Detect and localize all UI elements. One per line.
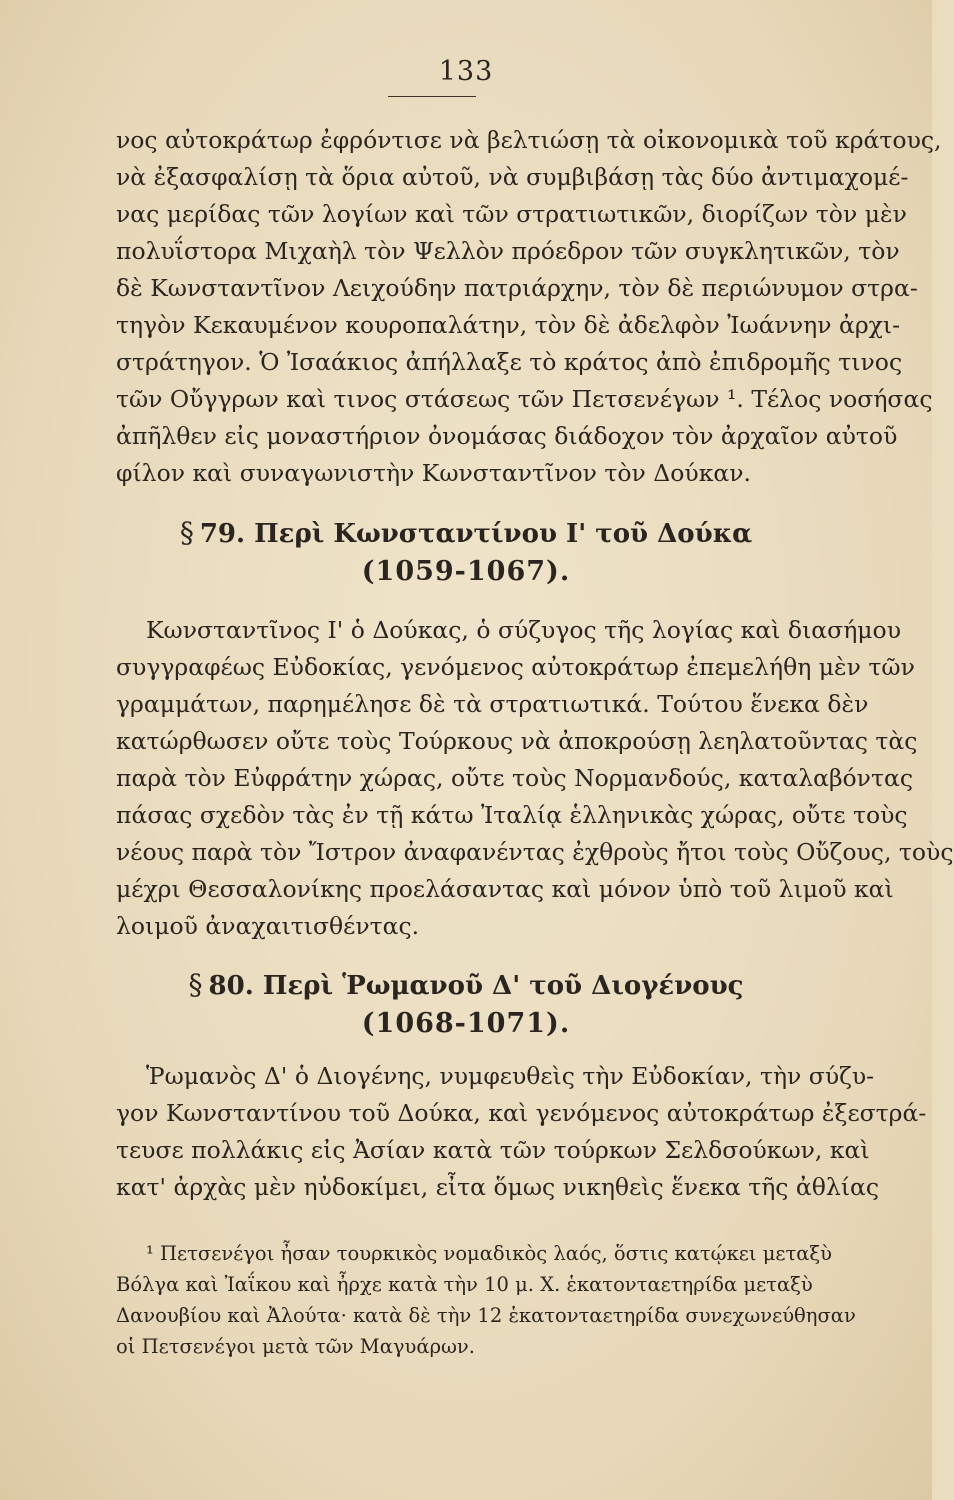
text-line: τηγὸν Κεκαυμένον κουροπαλάτην, τὸν δὲ ἀδελφὸν Ἰωάννην ἀρχι- [116,311,901,339]
text-line: Κωνσταντῖνος Ι' ὁ Δούκας, ὁ σύζυγος τῆς λογίας καὶ διασήμου [146,616,901,644]
paragraph-1 [116,122,942,492]
section-mark: § [188,968,203,1001]
text-line: νὰ ἐξασφαλίσῃ τὰ ὅρια αὐτοῦ, νὰ συμβιβάσῃ τὰς δύο ἀντιμαχομέ- [116,163,909,191]
text-line: κατώρθωσεν οὔτε τοὺς Τούρκους νὰ ἀποκρούσῃ λεηλατοῦντας τὰς [116,727,918,755]
footnote-line: Δανουβίου καὶ Ἀλούτα· κατὰ δὲ τὴν 12 ἑκατονταετηρίδα συνεχωνεύθησαν [116,1304,856,1327]
text-line: στράτηγον. Ὁ Ἰσαάκιος ἀπήλλαξε τὸ κράτος ἀπὸ ἐπιδρομῆς τινος [116,348,903,376]
section-79-heading [0,514,932,591]
text-line: δὲ Κωνσταντῖνον Λειχούδην πατριάρχην, τὸν δὲ περιώνυμον στρα- [116,274,918,302]
text-line: νας μερίδας τῶν λογίων καὶ τῶν στρατιωτικῶν, διορίζων τὸν μὲν [116,200,907,228]
section-80-years: (1068-1071). [361,1008,571,1039]
text-line: παρὰ τὸν Εὐφράτην χώρας, οὔτε τοὺς Νορμανδούς, καταλαβόντας [116,764,914,792]
text-line: Ῥωμανὸς Δ' ὁ Διογένης, νυμφευθεὶς τὴν Εὐδοκίαν, τὴν σύζυ- [146,1062,875,1090]
section-80-heading [0,966,932,1043]
section-80-title: 80. Περὶ Ῥωμανοῦ Δ' τοῦ Διογένους [208,971,744,1001]
text-line: ἀπῆλθεν εἰς μοναστήριον ὀνομάσας διάδοχον τὸν ἀρχαῖον αὐτοῦ [116,422,898,450]
section-79-title: 79. Περὶ Κωνσταντίνου Ι' τοῦ Δούκα [199,519,753,549]
text-line: γον Κωνσταντίνου τοῦ Δούκα, καὶ γενόμενος αὐτοκράτωρ ἐξεστρά- [116,1099,927,1127]
page-number: 133 [438,56,494,87]
text-line: γραμμάτων, παρημέλησε δὲ τὰ στρατιωτικά. Τούτου ἕνεκα δὲν [116,690,869,718]
text-line: φίλον καὶ συναγωνιστὴν Κωνσταντῖνον τὸν Δούκαν. [116,459,752,487]
text-line: συγγραφέως Εὐδοκίας, γενόμενος αὐτοκράτωρ ἐπεμελήθη μὲν τῶν [116,653,915,681]
text-line: νος αὐτοκράτωρ ἐφρόντισε νὰ βελτιώσῃ τὰ οἰκονομικὰ τοῦ κράτους, [116,126,942,154]
text-line: τῶν Οὔγγρων καὶ τινος στάσεως τῶν Πετσενέγων ¹. Τέλος νοσήσας [116,385,933,413]
footnote-line: Βόλγα καὶ Ἰαΐκου καὶ ἦρχε κατὰ τὴν 10 μ. Χ. ἑκατονταετηρίδα μεταξὺ [116,1273,813,1296]
page-number-rule [388,96,476,97]
section-79-body [116,612,954,945]
text-line: κατ' ἀρχὰς μὲν ηὐδοκίμει, εἶτα ὅμως νικηθεὶς ἕνεκα τῆς ἀθλίας [116,1173,880,1201]
footnote-line: οἱ Πετσενέγοι μετὰ τῶν Μαγυάρων. [116,1335,475,1358]
section-79-years: (1059-1067). [361,556,571,587]
text-line: λοιμοῦ ἀναχαιτισθέντας. [116,912,420,940]
text-line: νέους παρὰ τὸν Ἴστρον ἀναφανέντας ἐχθροὺς ἤτοι τοὺς Οὔζους, τοὺς [116,838,954,866]
text-line: πάσας σχεδὸν τὰς ἐν τῇ κάτω Ἰταλίᾳ ἑλληνικὰς χώρας, οὔτε τοὺς [116,801,908,829]
footnote-line: ¹ Πετσενέγοι ἦσαν τουρκικὸς νομαδικὸς λαός, ὅστις κατῴκει μεταξὺ [146,1242,833,1265]
text-line: πολυΐστορα Μιχαὴλ τὸν Ψελλὸν πρόεδρον τῶν συγκλητικῶν, τὸν [116,237,900,265]
section-mark: § [179,516,194,549]
text-line: μέχρι Θεσσαλονίκης προελάσαντας καὶ μόνον ὑπὸ τοῦ λιμοῦ καὶ [116,875,894,903]
section-80-body [116,1058,927,1206]
text-line: τευσε πολλάκις εἰς Ἀσίαν κατὰ τῶν τούρκων Σελδσούκων, καὶ [116,1136,870,1164]
footnote [116,1238,856,1362]
